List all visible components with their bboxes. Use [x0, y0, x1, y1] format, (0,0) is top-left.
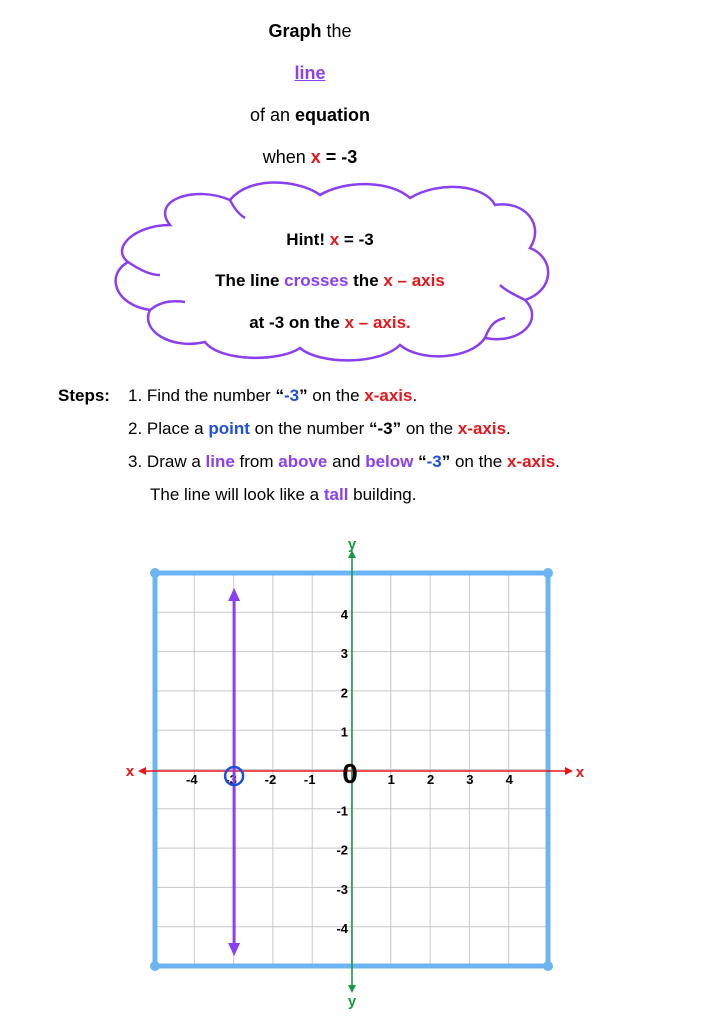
- x-axis-label-right: x: [575, 764, 585, 781]
- step-1-on-the: on the: [307, 386, 365, 405]
- y-tick-label: -3: [336, 881, 348, 897]
- step-1-axis: x-axis: [364, 386, 413, 405]
- step-3-above: above: [278, 452, 328, 471]
- step-3-and: and: [327, 452, 366, 471]
- corner-dot: [150, 568, 160, 578]
- x-tick-label: 1: [387, 772, 395, 787]
- title-line-word: line: [294, 63, 326, 83]
- step-1-end: .: [412, 386, 418, 405]
- step-2-on-number: on the number: [249, 419, 369, 438]
- step-1-value: -3: [283, 386, 300, 405]
- hint-x-axis-2: x – axis.: [344, 313, 411, 332]
- step-3-end: .: [555, 452, 560, 471]
- step-2-value: “-3”: [368, 419, 402, 438]
- corner-dot: [543, 961, 553, 971]
- y-tick-label: 4: [340, 606, 348, 622]
- x-axis-arrow-right: [565, 767, 573, 775]
- vertical-line-arrow-bottom: [228, 943, 240, 956]
- step-3-q1: “: [413, 452, 427, 471]
- hint-crosses: crosses: [284, 271, 349, 290]
- title-graph-word: Graph: [268, 21, 322, 41]
- title-the-word: the: [321, 21, 352, 41]
- step-2-axis: x-axis: [457, 419, 507, 438]
- x-tick-label: 2: [426, 772, 435, 787]
- step-3-note-end: building.: [348, 485, 417, 504]
- step-3-value: -3: [426, 452, 442, 471]
- title-equation-word: equation: [295, 105, 371, 125]
- step-2-point: point: [208, 419, 250, 438]
- step-3-on-the: on the: [450, 452, 507, 471]
- step-3-num: 3.: [128, 452, 143, 471]
- y-axis-arrow-bottom: [348, 985, 356, 993]
- x-tick-label: 4: [505, 772, 513, 787]
- x-axis-label-left: x: [125, 763, 135, 780]
- step-1-q2: ”: [299, 386, 308, 405]
- title-of-an: of an: [249, 105, 296, 125]
- y-tick-label: -4: [336, 921, 348, 937]
- title-when: when: [262, 147, 311, 167]
- x-tick-label: -3: [225, 772, 237, 787]
- x-tick-label: 3: [466, 772, 474, 787]
- hint-label: Hint!: [286, 230, 330, 249]
- y-tick-label: 2: [340, 685, 348, 701]
- y-tick-label: -2: [336, 842, 348, 858]
- x-tick-label: -1: [303, 772, 316, 787]
- corner-dot: [150, 961, 160, 971]
- x-tick-label: -2: [264, 772, 277, 787]
- title-eq-rest: = -3: [320, 147, 358, 167]
- step-1-q1: “: [275, 386, 284, 405]
- step-3-axis: x-axis: [506, 452, 556, 471]
- step-3-line: line: [205, 452, 235, 471]
- y-tick-label: 3: [340, 646, 348, 662]
- hint-the: the: [348, 271, 384, 290]
- hint-at-3: at -3 on the: [249, 313, 345, 332]
- y-axis-label-bottom: y: [347, 993, 357, 1010]
- x-axis-arrow-left: [138, 767, 146, 775]
- step-1-text: Find the number: [146, 386, 276, 405]
- y-tick-label: -1: [336, 803, 348, 819]
- step-3-note-text: The line will look like a: [150, 485, 324, 504]
- steps-label: Steps:: [58, 386, 110, 405]
- hint-x: x: [329, 230, 340, 249]
- step-2-text: Place a: [146, 419, 209, 438]
- vertical-line-arrow-top: [228, 588, 240, 601]
- hint-the-line: The line: [215, 271, 285, 290]
- title-eq-x: x: [310, 147, 321, 167]
- y-tick-label: 1: [340, 724, 348, 740]
- step-2-end: .: [506, 419, 511, 438]
- origin-label: 0: [342, 758, 358, 789]
- step-2-num: 2.: [128, 419, 143, 438]
- step-3-q2: ”: [441, 452, 451, 471]
- hint-eq-rest: = -3: [339, 230, 374, 249]
- step-2-on-the: on the: [401, 419, 458, 438]
- step-3-below: below: [365, 452, 414, 471]
- step-3-text: Draw a: [146, 452, 206, 471]
- hint-x-axis: x – axis: [383, 271, 445, 290]
- x-tick-label: -4: [186, 772, 198, 787]
- step-3-from: from: [234, 452, 279, 471]
- step-3-tall: tall: [323, 485, 349, 504]
- step-1-num: 1.: [128, 386, 143, 405]
- corner-dot: [543, 568, 553, 578]
- y-axis-label-top: y: [347, 536, 357, 553]
